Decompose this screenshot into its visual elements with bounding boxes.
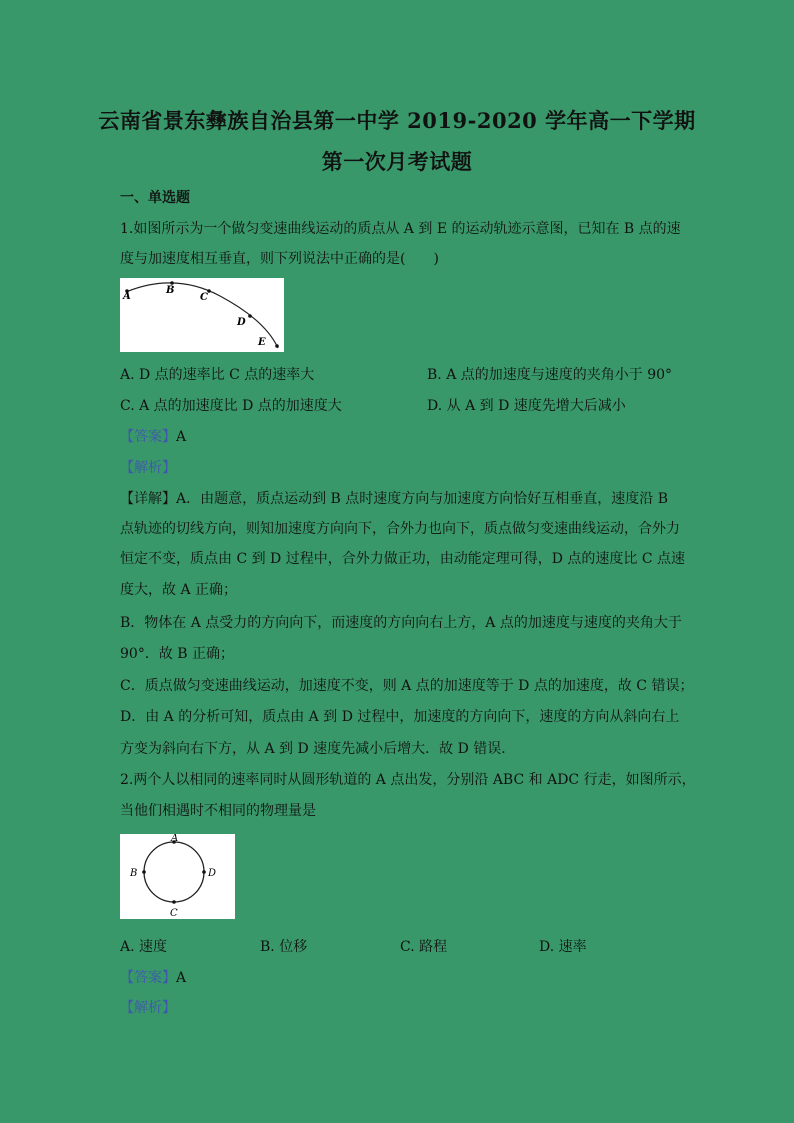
q1-detail-line5: B．物体在 A 点受力的方向向下，而速度的方向向右上方，A 点的加速度与速度的夹角大于 bbox=[120, 615, 682, 631]
q1-analysis-tag: 【解析】 bbox=[120, 460, 176, 476]
q2-option-a: A. 速度 bbox=[120, 939, 168, 955]
circle-track-diagram bbox=[120, 834, 235, 919]
answer-value: A bbox=[176, 970, 187, 986]
doc-title-line2: 第一次月考试题 bbox=[321, 149, 473, 174]
answer-value: A bbox=[176, 429, 187, 445]
q2-figure bbox=[120, 834, 235, 919]
q1-detail-line7: C．质点做匀变速曲线运动，加速度不变，则 A 点的加速度等于 D 点的加速度，故 C 错误； bbox=[120, 678, 694, 694]
q1-answer bbox=[120, 426, 186, 446]
q1-detail-line2: 点轨迹的切线方向，则知加速度方向向下，合外力也向下，质点做匀变速曲线运动，合外力 bbox=[120, 521, 680, 537]
q1-option-d: D. 从 A 到 D 速度先增大后减小 bbox=[427, 398, 626, 414]
q1-detail-line6: 90°．故 B 正确； bbox=[120, 646, 235, 662]
q2-option-c: C. 路程 bbox=[400, 939, 448, 955]
answer-tag: 【答案】 bbox=[120, 970, 176, 986]
q1-stem-line2: 度与加速度相互垂直，则下列说法中正确的是( ) bbox=[120, 251, 439, 267]
q1-stem-line1: 1.如图所示为一个做匀变速曲线运动的质点从 A 到 E 的运动轨迹示意图，已知在 B 点的速 bbox=[120, 221, 681, 237]
label-C: C bbox=[170, 908, 178, 919]
q1-option-c: C. A 点的加速度比 D 点的加速度大 bbox=[120, 398, 342, 414]
q1-detail-line1: 【详解】A．由题意，质点运动到 B 点时速度方向与加速度方向恰好互相垂直，速度沿 B bbox=[120, 491, 669, 507]
section-heading: 一、单选题 bbox=[120, 190, 190, 206]
q2-stem-line2: 当他们相遇时不相同的物理量是 bbox=[120, 803, 316, 819]
label-B: B bbox=[130, 868, 138, 879]
q1-detail-line3: 恒定不变，质点由 C 到 D 过程中，合外力做正功，由动能定理可得，D 点的速度比 C 点速 bbox=[120, 551, 686, 567]
label-E: E bbox=[258, 337, 266, 348]
trajectory-diagram bbox=[120, 278, 284, 352]
label-C: C bbox=[200, 292, 208, 303]
q1-option-a: A. D 点的速率比 C 点的速率大 bbox=[120, 367, 315, 383]
doc-title-line1: 云南省景东彝族自治县第一中学 2019-2020 学年高一下学期 bbox=[98, 108, 696, 133]
label-D: D bbox=[237, 317, 246, 328]
answer-tag: 【答案】 bbox=[120, 429, 176, 445]
q1-detail-line8: D．由 A 的分析可知，质点由 A 到 D 过程中，加速度的方向向下，速度的方向从斜向右上 bbox=[120, 709, 680, 725]
label-D: D bbox=[208, 868, 217, 879]
label-B: B bbox=[166, 285, 175, 296]
q1-detail-line9: 方变为斜向右下方，从 A 到 D 速度先减小后增大．故 D 错误． bbox=[120, 741, 516, 757]
q2-answer bbox=[120, 967, 186, 987]
q2-stem-line1: 2.两个人以相同的速率同时从圆形轨道的 A 点出发，分别沿 ABC 和 ADC 行走，如图所示， bbox=[120, 772, 696, 788]
q1-figure bbox=[120, 278, 284, 352]
label-A: A bbox=[171, 834, 179, 844]
q1-detail-line4: 度大，故 A 正确； bbox=[120, 582, 238, 598]
q2-option-d: D. 速率 bbox=[539, 939, 587, 955]
label-A: A bbox=[123, 291, 131, 302]
q2-option-b: B. 位移 bbox=[260, 939, 308, 955]
q2-analysis-tag: 【解析】 bbox=[120, 1000, 176, 1016]
q1-option-b: B. A 点的加速度与速度的夹角小于 90° bbox=[427, 367, 673, 383]
